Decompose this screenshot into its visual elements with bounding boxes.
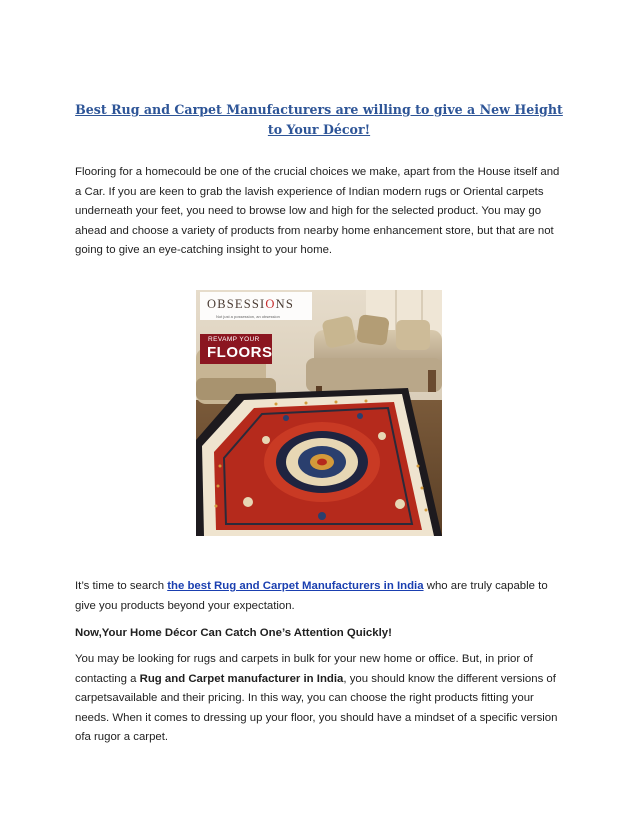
brand-name-part1: OBSESSI xyxy=(207,297,266,311)
banner-line-2: FLOORS xyxy=(207,344,273,361)
bulk-paragraph-bold: Rug and Carpet manufacturer in India xyxy=(139,672,344,685)
search-paragraph-after: who are truly capable to give you products beyond your expectation. xyxy=(75,580,548,612)
bulk-paragraph xyxy=(75,650,565,748)
brand-logo xyxy=(200,292,312,320)
bulk-paragraph-part1: You may be looking for rugs and carpets in bulk for your new home or office. But, in prior of contacting a xyxy=(75,653,533,685)
brand-name-part2: NS xyxy=(275,297,295,311)
brand-tagline: Not just a possession, an obsession xyxy=(216,314,280,319)
rug-advertisement-image xyxy=(196,290,442,536)
revamp-banner xyxy=(200,334,272,364)
rug-room-illustration xyxy=(196,290,442,536)
manufacturers-link[interactable]: the best Rug and Carpet Manufacturers in India xyxy=(167,580,424,592)
banner-line-1: REVAMP YOUR xyxy=(208,336,260,343)
search-paragraph-before: It’s time to search xyxy=(75,580,168,592)
bulk-paragraph-part2: , you should know the different versions of carpetsavailable and their pricing. In this way, you can choose the right products fitting your needs. When it comes to dressing up your floor, you should have a mindset of a specific version ofa rugor a carpet. xyxy=(75,672,558,744)
section-heading: Now,Your Home Décor Can Catch One’s Attention Quickly! xyxy=(75,627,392,639)
document-title: Best Rug and Carpet Manufacturers are willing to give a New Height to Your Décor! xyxy=(75,102,563,137)
brand-name-o: O xyxy=(265,297,276,311)
intro-paragraph: Flooring for a homecould be one of the crucial choices we make, apart from the House itself and a Car. If you are keen to grab the lavish experience of Indian modern rugs or Oriental carpets underneath your feet, you need to browse low and high for the selected product. You may go ahead and choose a variety of products from nearby home enhancement store, but that are not going to give an eye-catching insight to your home. xyxy=(75,166,560,257)
brand-name xyxy=(207,297,294,312)
search-paragraph xyxy=(75,577,565,616)
